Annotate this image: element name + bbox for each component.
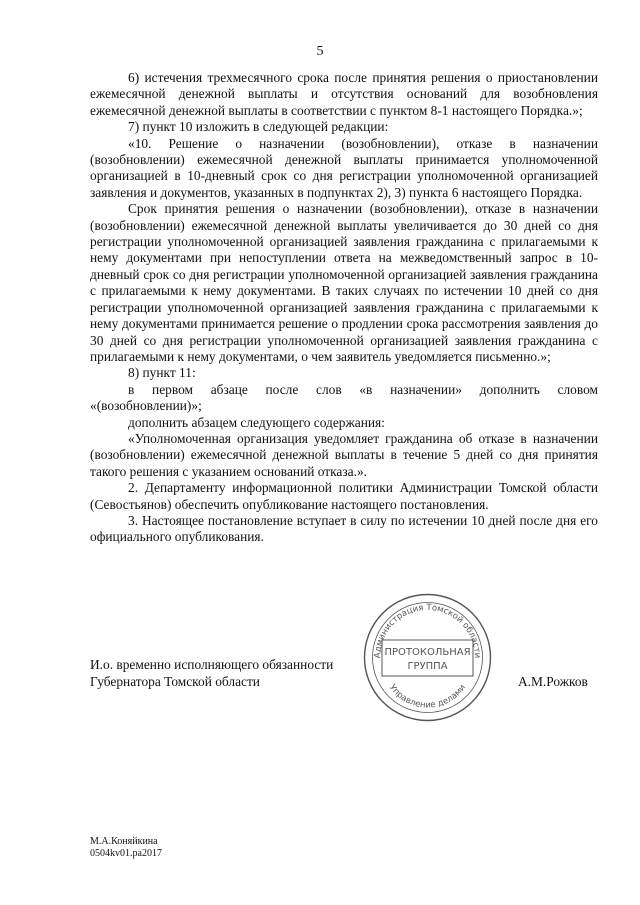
paragraph: дополнить абзацем следующего содержания: xyxy=(128,414,385,430)
document-code: 0504kv01.pa2017 xyxy=(90,848,162,859)
official-stamp xyxy=(360,590,495,725)
stamp-center-line2: ГРУППА xyxy=(407,661,448,672)
signer-title-line2: Губернатора Томской области xyxy=(90,674,260,689)
stamp-center-line1: ПРОТОКОЛЬНАЯ xyxy=(384,647,471,658)
stamp-ring-top-text: Администрация Томской области xyxy=(372,602,483,659)
signer-name: А.М.Рожков xyxy=(518,674,588,689)
paragraph: Срок принятия решения о назначении (возобновлении), отказе в назначении (возобновлении) ежемесячной денежной выплаты увеличивается до 30 дней со дня регистрации уполномоченной организацией заявления гражданина с прилагаемыми к нему документами при непоступлении ответа на межведомственный запрос в 10-дневный срок со дня регистрации уполномоченной организацией заявления гражданина с прилагаемыми к нему документами. В таких случаях по истечении 10 дней со дня регистрации уполномоченной организацией заявления гражданина с прилагаемыми к нему документами принимается решение о продлении срока рассмотрения заявления до 30 дней со дня регистрации уполномоченной организацией заявления гражданина с прилагаемыми к нему документами, о чем заявитель уведомляется письменно.»; xyxy=(90,201,598,364)
document-body xyxy=(90,70,598,546)
signer-title xyxy=(90,656,333,690)
signer-title-line1: И.о. временно исполняющего обязанности xyxy=(90,657,334,672)
paragraph: 7) пункт 10 изложить в следующей редакции: xyxy=(128,119,389,135)
paragraph: 6) истечения трехмесячного срока после принятия решения о приостановлении ежемесячной денежной выплаты и отсутствия оснований для возобновления ежемесячной денежной выплаты в соответствии с пунктом 8-1 настоящего Порядка.»; xyxy=(90,70,598,118)
paragraph: «10. Решение о назначении (возобновлении), отказе в назначении (возобновлении) ежемесячной денежной выплаты принимается уполномоченной организацией в 10-дневный срок со дня регистрации уполномоченной организацией заявления и документов, указанных в подпунктах 2), 3) пункта 6 настоящего Порядка. xyxy=(90,135,598,200)
stamp-ring-bottom-text: Управление делами xyxy=(387,682,468,711)
paragraph: в первом абзаце после слов «в назначении» дополнить словом «(возобновлении)»; xyxy=(90,381,598,414)
paragraph: «Уполномоченная организация уведомляет гражданина об отказе в назначении (возобновлении) ежемесячной денежной выплаты в течение 5 дней со дня принятия такого решения с указанием оснований отказа.». xyxy=(90,430,598,479)
paragraph: 8) пункт 11: xyxy=(128,365,196,381)
footer xyxy=(90,836,162,860)
paragraph: 2. Департаменту информационной политики Администрации Томской области (Севостьянов) обеспечить опубликование настоящего постановления. xyxy=(90,480,598,512)
page-number: 5 xyxy=(316,44,324,59)
executor-name: М.А.Коняйкина xyxy=(90,836,158,847)
paragraph: 3. Настоящее постановление вступает в силу по истечении 10 дней после дня его официального опубликования. xyxy=(90,512,598,545)
